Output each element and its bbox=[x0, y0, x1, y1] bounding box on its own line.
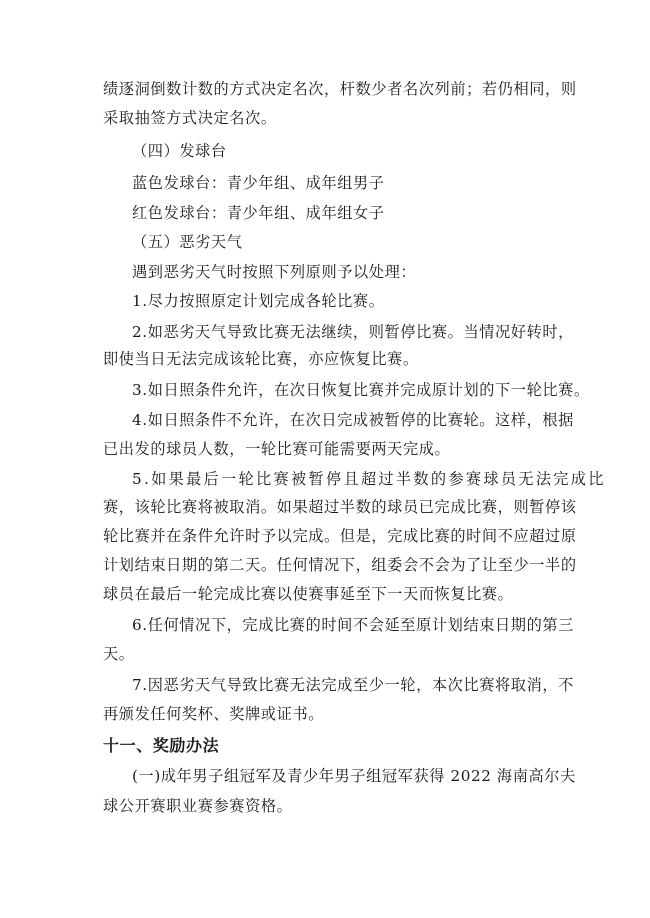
list-item: 6.任何情况下，完成比赛的时间不会延至原计划结束日期的第三 bbox=[132, 616, 574, 634]
text-line: (一)成年男子组冠军及青少年男子组冠军获得 2022 海南高尔夫 bbox=[132, 767, 576, 785]
list-item: 4.如日照条件不允许，在次日完成被暂停的比赛轮。这样，根据 bbox=[132, 411, 574, 429]
text-line: 即使当日无法完成该轮比赛，亦应恢复比赛。 bbox=[103, 350, 419, 368]
list-item: 2.如恶劣天气导致比赛无法继续，则暂停比赛。当情况好转时， bbox=[132, 323, 574, 341]
text-line: 赛，该轮比赛将被取消。如果超过半数的球员已完成比赛，则暂停该 bbox=[103, 498, 577, 516]
text-line: 轮比赛并在条件允许时予以完成。但是，完成比赛的时间不应超过原 bbox=[103, 527, 577, 545]
text-line: 绩逐洞倒数计数的方式决定名次，杆数少者名次列前；若仍相同，则 bbox=[103, 80, 577, 98]
list-item: 5.如果最后一轮比赛被暂停且超过半数的参赛球员无法完成比 bbox=[132, 470, 606, 488]
text-line: 计划结束日期的第二天。任何情况下，组委会不会为了让至少一半的 bbox=[103, 556, 577, 574]
text-line: 球员在最后一轮完成比赛以使赛事延至下一天而恢复比赛。 bbox=[103, 585, 514, 603]
text-line: 球公开赛职业赛参赛资格。 bbox=[103, 797, 293, 815]
list-item: 7.因恶劣天气导致比赛无法完成至少一轮，本次比赛将取消，不 bbox=[132, 676, 574, 694]
text-line: 遇到恶劣天气时按照下列原则予以处理： bbox=[132, 263, 417, 281]
list-item: 3.如日照条件允许，在次日恢复比赛并完成原计划的下一轮比赛。 bbox=[132, 381, 590, 399]
text-line: 蓝色发球台：青少年组、成年组男子 bbox=[132, 174, 385, 192]
list-item: 1.尽力按照原定计划完成各轮比赛。 bbox=[132, 292, 385, 310]
section-subheading: （四）发球台 bbox=[132, 142, 227, 160]
section-heading: 十一、奖励办法 bbox=[103, 736, 220, 755]
text-line: 再颁发任何奖杯、奖牌或证书。 bbox=[103, 705, 325, 723]
text-line: 红色发球台：青少年组、成年组女子 bbox=[132, 204, 385, 222]
section-subheading: （五）恶劣天气 bbox=[132, 233, 243, 251]
text-line: 采取抽签方式决定名次。 bbox=[103, 109, 277, 127]
text-line: 已出发的球员人数，一轮比赛可能需要两天完成。 bbox=[103, 440, 451, 458]
text-line: 天。 bbox=[103, 645, 135, 663]
